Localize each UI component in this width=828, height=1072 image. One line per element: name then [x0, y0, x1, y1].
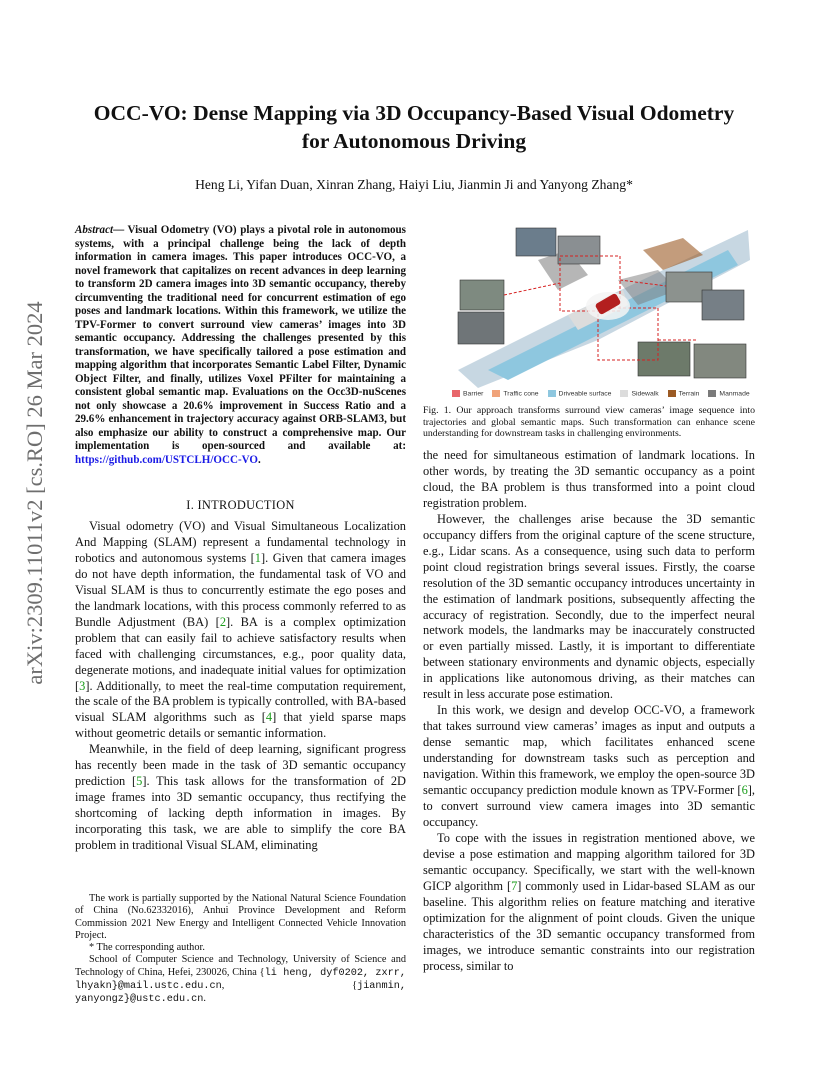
legend-swatch [492, 390, 500, 397]
text-span: ]. Additionally, to meet the real-time computation requirement, the scale of the BA problem is typically controlled, with BA-based visual SLAM algorithms such as [ [75, 678, 406, 725]
camera-thumbnail [516, 228, 556, 256]
legend-item-traffic-cone [492, 390, 538, 397]
right-paragraph-1: the need for simultaneous estimation of landmark locations. In other words, by treating the 3D semantic occupancy as a point cloud, the BA problem is thus transformed into a point cloud registration problem. [423, 448, 755, 510]
citation-link[interactable]: 5 [136, 774, 143, 789]
figure-1-illustration [448, 220, 750, 388]
title-line-1: OCC-VO: Dense Mapping via 3D Occupancy-Based Visual Odometry [93, 101, 735, 125]
legend-item-manmade [708, 390, 749, 397]
legend-swatch [452, 390, 460, 397]
email-domain: }@ustc.edu.cn [123, 994, 204, 1006]
legend-item-driveable-surface [548, 390, 612, 397]
intro-right-column [423, 448, 755, 974]
text-span: School of Computer Science and Technology, University of Science and Technology of China, Hefei, 230026, China { [75, 954, 406, 978]
camera-thumbnail [460, 280, 504, 310]
camera-thumbnail [694, 344, 746, 378]
citation-link[interactable]: 7 [511, 878, 518, 893]
email-domain: }@mail.ustc.edu.cn [111, 981, 222, 993]
camera-thumbnail [558, 236, 600, 264]
legend-label: Barrier [463, 390, 484, 398]
footnote-funding: The work is partially supported by the National Natural Science Foundation of China (No.62332016), Anhui Province Development and Reform Commission 2021 New Energy and Intelligent Connected Vehicle Innovation Project. [75, 893, 406, 941]
abstract-end: . [258, 453, 261, 466]
right-paragraph-3 [423, 703, 755, 831]
text-span: ] commonly used in Lidar-based SLAM as our baseline. This algorithm relies on feature matching and iterative optimization for the alignment of point clouds. Given the unique characteristics of the 3D semantic occupancy transformed from images, we introduce semantic constraints into our registration process, similar to [423, 878, 755, 973]
camera-thumbnail [458, 312, 504, 344]
text-span: ] that yield sparse maps without geometric details or semantic information. [75, 710, 406, 741]
text-span: ]. This task allows for the transformation of 2D image frames into 3D semantic occupancy, thus rectifying the shortcoming of lacking depth information in images. By incorporating this task, we are able to simplify the core BA problem in traditional Visual SLAM, eliminating [75, 774, 406, 853]
abstract [75, 224, 406, 467]
text-span: ]. Given that camera images do not have depth information, the fundamental task of VO and Visual SLAM is thus to concurrently estimate the ego poses and the landmark locations, with this process commonly referred to as Bundle Adjustment (BA) [ [75, 550, 406, 629]
intro-paragraph-1 [75, 519, 406, 742]
legend-label: Terrain [678, 390, 700, 398]
text-span: In this work, we design and develop OCC-VO, a framework that takes surround view cameras’ images as input and outputs a dense semantic map, which facilitates enhanced scene understanding for downstream tasks such as perception and navigation. Within this framework, we employ the open-source 3D semantic occupancy prediction module known as TPV-Former [ [423, 703, 755, 798]
footnote [75, 893, 406, 1007]
text-span: Meanwhile, in the field of deep learning, significant progress has recently been made in the task of 3D semantic occupancy prediction [ [75, 742, 406, 789]
text-span: . [203, 993, 206, 1005]
legend-item-sidewalk [620, 390, 658, 397]
legend-item-terrain [668, 390, 700, 397]
section-heading-introduction: I. INTRODUCTION [186, 498, 295, 512]
connector-line [504, 283, 560, 295]
citation-link[interactable]: 1 [254, 550, 261, 565]
citation-link[interactable]: 3 [79, 678, 86, 693]
arxiv-id-label: arXiv:2309.11011v2 [cs.RO] 26 Mar 2024 [22, 301, 47, 685]
figure-1-caption: Fig. 1. Our approach transforms surround view cameras’ image sequence into trajectories and global semantic maps. Such transformation can enhance scene understanding for downstream tasks in challenging environments. [423, 405, 755, 440]
abstract-lead: Abstract [75, 224, 114, 236]
email-handles: li heng, dyf0202, zxrr, lhyakn [75, 967, 406, 993]
text-span: To cope with the issues in registration mentioned above, we devise a pose estimation and mapping algorithm tailored for 3D semantic occupancy. Specifically, we start with the well-known GICP algorithm [ [423, 830, 755, 893]
intro-paragraph-2 [75, 742, 406, 854]
text-span: ]. BA is a complex optimization problem that can easily fail to achieve satisfactory results when faced with challenging circumstances, e.g., poor quality data, degenerate motions, and inadequate initial values for optimization [ [75, 614, 406, 693]
footnote-affiliation [75, 954, 406, 1006]
paper-title [60, 99, 768, 155]
legend-swatch [620, 390, 628, 397]
text-span: Visual odometry (VO) and Visual Simultaneous Localization And Mapping (SLAM) represent a fundamental technology in robotics and autonomous systems [ [75, 519, 406, 565]
citation-link[interactable]: 2 [219, 614, 227, 629]
github-link[interactable]: https://github.com/USTCLH/OCC-VO [75, 453, 258, 466]
legend-swatch [548, 390, 556, 397]
text-span: , { [221, 980, 358, 992]
legend-swatch [708, 390, 716, 397]
title-line-2: for Autonomous Driving [301, 129, 527, 153]
legend-label: Manmade [719, 390, 750, 398]
legend-label: Sidewalk [631, 390, 659, 398]
text-span: ], to convert surround view camera images into 3D semantic occupancy. [423, 783, 755, 829]
legend-swatch [668, 390, 676, 397]
author-list: Heng Li, Yifan Duan, Xinran Zhang, Haiyi Liu, Jianmin Ji and Yanyong Zhang* [195, 177, 633, 192]
footnote-corresponding: * The corresponding author. [89, 942, 205, 954]
abstract-body: — Visual Odometry (VO) plays a pivotal role in autonomous systems, with a principal challenge being the lack of depth information in camera images. This paper introduces OCC-VO, a novel framework that capitalizes on recent advances in deep learning to transform 2D camera images into 3D semantic occupancy, thereby circumventing the traditional need for concurrent estimation of ego poses and landmark locations. Within this framework, we utilize the TPV-Former to convert surround view cameras’ images into 3D semantic occupancy. Addressing the challenges presented by this transformation, we have specifically tailored a pose estimation and mapping algorithm that incorporates Semantic Label Filter, Dynamic Object Filter, and finally, utilizes Voxel PFilter for maintaining a consistent global semantic map. Evaluations on the Occ3D-nuScenes not only showcase a 20.6% improvement in Success Ratio and a 29.6% enhancement in trajectory accuracy against ORB-SLAM3, but also emphasize our ability to construct a comprehensive map. Our implementation is open-sourced and available at: [75, 224, 406, 452]
camera-thumbnail [702, 290, 744, 320]
right-paragraph-4 [423, 831, 755, 975]
email-handles: jianmin, yanyongz [75, 981, 406, 1006]
citation-link[interactable]: 6 [741, 783, 748, 798]
camera-thumbnail [638, 342, 690, 376]
legend-item-barrier [452, 390, 483, 397]
citation-link[interactable]: 4 [265, 710, 273, 725]
legend-label: Driveable surface [558, 390, 612, 398]
legend-label: Traffic cone [503, 390, 539, 398]
figure-legend [452, 389, 752, 399]
arxiv-sidebar [22, 283, 48, 703]
right-paragraph-2: However, the challenges arise because the 3D semantic occupancy differs from the original capture of the scene structure, e.g., Lidar scans. As a consequence, using such data to perform point cloud registration brings several issues. Firstly, the coarse resolution of the 3D semantic occupancy introduces uncertainty in the estimation of landmark positions, subsequently affecting the accuracy of registration. Secondly, due to the imperfect neural network models, the landmarks may be inaccurately constructed or even partially missed. Lastly, it is important to differentiate between stationary environments and dynamic objects, especially in applications like autonomous driving, as their matches can result in less accurate pose estimation. [423, 511, 755, 702]
intro-left-column [75, 519, 406, 854]
